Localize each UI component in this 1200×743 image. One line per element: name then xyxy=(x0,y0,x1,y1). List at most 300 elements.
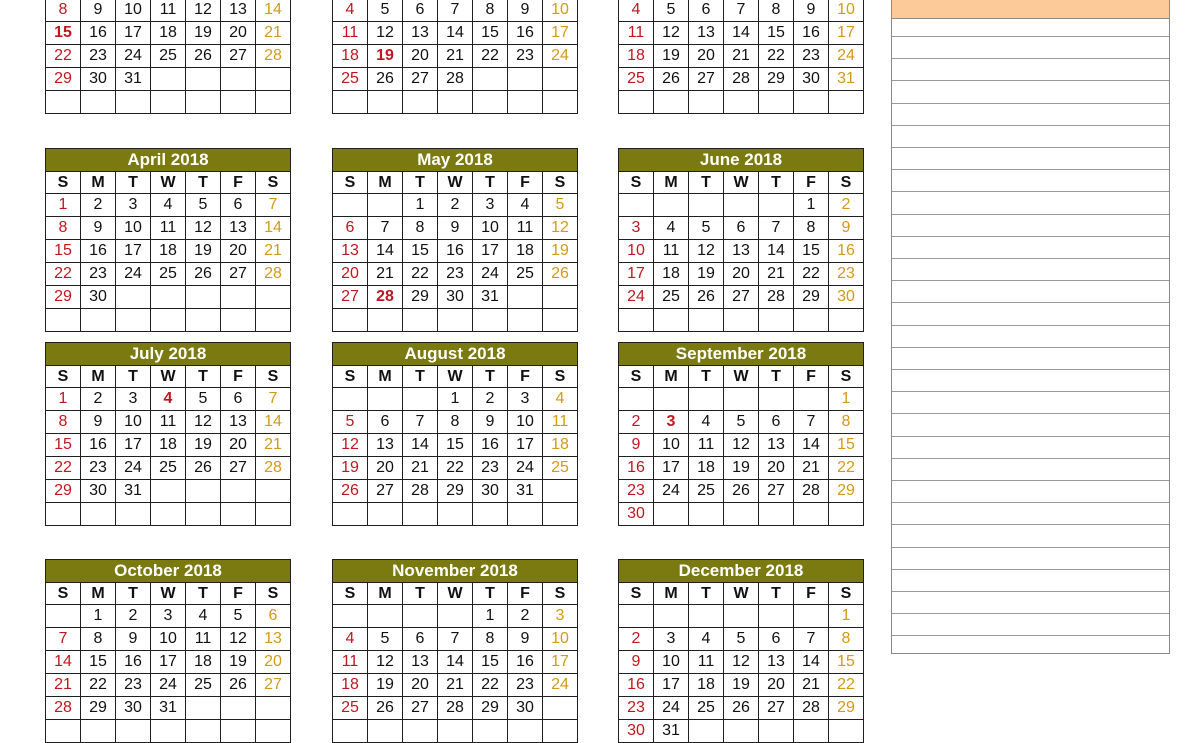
day-cell: 9 xyxy=(116,628,151,651)
day-cell: 16 xyxy=(829,240,864,263)
empty-day-cell xyxy=(794,605,829,628)
day-cell: 7 xyxy=(794,411,829,434)
weekday-header: M xyxy=(654,172,689,194)
day-cell: 11 xyxy=(689,651,724,674)
weekday-header: S xyxy=(543,366,578,388)
day-cell: 29 xyxy=(794,286,829,309)
day-cell: 1 xyxy=(46,194,81,217)
day-cell: 4 xyxy=(689,411,724,434)
empty-day-cell xyxy=(151,91,186,114)
day-cell: 3 xyxy=(508,388,543,411)
weekday-header: S xyxy=(46,172,81,194)
empty-day-cell xyxy=(724,720,759,743)
empty-day-cell xyxy=(221,480,256,503)
day-cell: 6 xyxy=(333,217,368,240)
day-cell: 28 xyxy=(438,68,473,91)
day-cell: 20 xyxy=(759,457,794,480)
day-cell: 6 xyxy=(759,628,794,651)
weekday-header: F xyxy=(508,366,543,388)
day-cell: 21 xyxy=(794,457,829,480)
day-cell: 21 xyxy=(438,45,473,68)
day-cell: 20 xyxy=(724,263,759,286)
day-cell: 1 xyxy=(403,194,438,217)
day-cell: 11 xyxy=(333,651,368,674)
day-cell: 29 xyxy=(46,480,81,503)
empty-day-cell xyxy=(543,286,578,309)
empty-day-cell xyxy=(256,503,291,526)
empty-day-cell xyxy=(333,309,368,332)
note-line xyxy=(892,214,1169,215)
note-line xyxy=(892,236,1169,237)
note-line xyxy=(892,36,1169,37)
note-line xyxy=(892,191,1169,192)
empty-day-cell xyxy=(724,605,759,628)
day-cell: 5 xyxy=(368,628,403,651)
empty-day-cell xyxy=(829,720,864,743)
weekday-header: S xyxy=(333,172,368,194)
day-cell: 12 xyxy=(186,217,221,240)
empty-day-cell xyxy=(151,480,186,503)
day-cell: 25 xyxy=(151,263,186,286)
empty-day-cell xyxy=(256,480,291,503)
empty-day-cell xyxy=(221,91,256,114)
empty-day-cell xyxy=(724,309,759,332)
day-cell: 20 xyxy=(333,263,368,286)
weekday-header: M xyxy=(368,366,403,388)
empty-day-cell xyxy=(759,720,794,743)
day-cell: 4 xyxy=(151,194,186,217)
day-cell: 16 xyxy=(473,434,508,457)
day-cell: 3 xyxy=(473,194,508,217)
weekday-header: T xyxy=(473,583,508,605)
day-cell: 21 xyxy=(724,45,759,68)
month-title: October 2018 xyxy=(46,560,291,583)
empty-day-cell xyxy=(256,720,291,743)
weekday-header: T xyxy=(473,366,508,388)
day-cell: 21 xyxy=(403,457,438,480)
day-cell: 19 xyxy=(186,240,221,263)
day-cell: 6 xyxy=(403,628,438,651)
empty-day-cell xyxy=(654,388,689,411)
day-cell: 4 xyxy=(186,605,221,628)
day-cell: 23 xyxy=(829,263,864,286)
day-cell: 23 xyxy=(473,457,508,480)
day-cell: 1 xyxy=(81,605,116,628)
day-cell: 20 xyxy=(221,434,256,457)
empty-day-cell xyxy=(116,91,151,114)
day-cell: 9 xyxy=(81,217,116,240)
month-calendar xyxy=(618,0,864,114)
weekday-header: F xyxy=(221,172,256,194)
day-cell: 14 xyxy=(256,411,291,434)
note-line xyxy=(892,502,1169,503)
day-cell: 24 xyxy=(116,457,151,480)
day-cell: 16 xyxy=(794,22,829,45)
day-cell: 29 xyxy=(81,697,116,720)
weekday-header: T xyxy=(186,172,221,194)
day-cell: 27 xyxy=(759,480,794,503)
day-cell: 11 xyxy=(543,411,578,434)
day-cell: 12 xyxy=(689,240,724,263)
day-cell: 19 xyxy=(654,45,689,68)
weekday-header: F xyxy=(508,583,543,605)
empty-day-cell xyxy=(473,720,508,743)
day-cell: 24 xyxy=(543,674,578,697)
weekday-header: W xyxy=(724,583,759,605)
day-cell: 16 xyxy=(619,457,654,480)
day-cell: 12 xyxy=(654,22,689,45)
month-calendar xyxy=(618,559,864,743)
day-cell: 27 xyxy=(759,697,794,720)
day-cell: 7 xyxy=(403,411,438,434)
empty-day-cell xyxy=(403,605,438,628)
day-cell: 19 xyxy=(221,651,256,674)
day-cell: 30 xyxy=(508,697,543,720)
weekday-header: W xyxy=(151,366,186,388)
empty-day-cell xyxy=(221,286,256,309)
day-cell: 20 xyxy=(221,22,256,45)
weekday-header: S xyxy=(543,583,578,605)
day-cell: 19 xyxy=(186,434,221,457)
day-cell: 21 xyxy=(438,674,473,697)
day-cell: 7 xyxy=(724,0,759,22)
day-cell: 14 xyxy=(438,22,473,45)
empty-day-cell xyxy=(759,605,794,628)
empty-day-cell xyxy=(724,91,759,114)
empty-day-cell xyxy=(759,194,794,217)
empty-day-cell xyxy=(403,720,438,743)
day-cell: 29 xyxy=(473,697,508,720)
day-cell: 7 xyxy=(256,194,291,217)
empty-day-cell xyxy=(689,605,724,628)
day-cell: 24 xyxy=(508,457,543,480)
day-cell: 22 xyxy=(829,457,864,480)
empty-day-cell xyxy=(438,605,473,628)
weekday-header: M xyxy=(654,366,689,388)
note-line xyxy=(892,258,1169,259)
empty-day-cell xyxy=(151,286,186,309)
day-cell: 19 xyxy=(689,263,724,286)
note-line xyxy=(892,613,1169,614)
day-cell: 21 xyxy=(794,674,829,697)
note-line xyxy=(892,436,1169,437)
day-cell: 17 xyxy=(116,240,151,263)
day-cell: 28 xyxy=(256,263,291,286)
day-cell: 13 xyxy=(689,22,724,45)
day-cell: 17 xyxy=(654,674,689,697)
day-cell: 29 xyxy=(403,286,438,309)
empty-day-cell xyxy=(46,91,81,114)
note-line xyxy=(892,524,1169,525)
day-cell: 24 xyxy=(116,263,151,286)
day-cell: 25 xyxy=(151,45,186,68)
empty-day-cell xyxy=(689,194,724,217)
day-cell: 27 xyxy=(221,263,256,286)
day-cell: 18 xyxy=(508,240,543,263)
empty-day-cell xyxy=(46,309,81,332)
empty-day-cell xyxy=(333,388,368,411)
note-line xyxy=(892,369,1169,370)
weekday-header: M xyxy=(368,172,403,194)
day-cell: 29 xyxy=(829,697,864,720)
day-cell: 30 xyxy=(116,697,151,720)
day-cell: 17 xyxy=(543,22,578,45)
day-cell: 18 xyxy=(543,434,578,457)
empty-day-cell xyxy=(473,91,508,114)
empty-day-cell xyxy=(116,720,151,743)
weekday-header: T xyxy=(186,583,221,605)
day-cell: 1 xyxy=(829,388,864,411)
day-cell: 13 xyxy=(759,651,794,674)
day-cell: 29 xyxy=(438,480,473,503)
note-line xyxy=(892,80,1169,81)
day-cell: 5 xyxy=(689,217,724,240)
notes-panel xyxy=(891,0,1170,654)
empty-day-cell xyxy=(473,68,508,91)
day-cell: 31 xyxy=(116,480,151,503)
empty-day-cell xyxy=(368,91,403,114)
day-cell: 8 xyxy=(438,411,473,434)
day-cell: 8 xyxy=(46,0,81,22)
day-cell: 1 xyxy=(794,194,829,217)
day-cell: 28 xyxy=(759,286,794,309)
weekday-header: M xyxy=(368,583,403,605)
month-calendar xyxy=(332,0,578,114)
day-cell: 16 xyxy=(81,22,116,45)
empty-day-cell xyxy=(186,720,221,743)
empty-day-cell xyxy=(689,720,724,743)
empty-day-cell xyxy=(403,388,438,411)
day-cell: 5 xyxy=(221,605,256,628)
empty-day-cell xyxy=(46,605,81,628)
note-line xyxy=(892,103,1169,104)
empty-day-cell xyxy=(759,503,794,526)
day-cell: 4 xyxy=(689,628,724,651)
weekday-header: F xyxy=(221,583,256,605)
day-cell: 16 xyxy=(438,240,473,263)
weekday-header: T xyxy=(403,172,438,194)
empty-day-cell xyxy=(654,309,689,332)
day-cell: 3 xyxy=(151,605,186,628)
empty-day-cell xyxy=(256,286,291,309)
day-cell: 15 xyxy=(81,651,116,674)
weekday-header: W xyxy=(438,583,473,605)
empty-day-cell xyxy=(81,720,116,743)
weekday-header: W xyxy=(438,366,473,388)
empty-day-cell xyxy=(368,194,403,217)
weekday-header: M xyxy=(654,583,689,605)
day-cell: 2 xyxy=(116,605,151,628)
day-cell: 2 xyxy=(829,194,864,217)
day-cell: 22 xyxy=(759,45,794,68)
day-cell: 24 xyxy=(116,45,151,68)
day-cell: 30 xyxy=(438,286,473,309)
day-cell: 28 xyxy=(724,68,759,91)
empty-day-cell xyxy=(46,503,81,526)
day-cell: 2 xyxy=(508,605,543,628)
day-cell: 18 xyxy=(654,263,689,286)
day-cell: 22 xyxy=(794,263,829,286)
day-cell: 15 xyxy=(473,651,508,674)
empty-day-cell xyxy=(368,309,403,332)
day-cell: 9 xyxy=(619,434,654,457)
day-cell: 26 xyxy=(689,286,724,309)
empty-day-cell xyxy=(508,720,543,743)
weekday-header: S xyxy=(619,366,654,388)
empty-day-cell xyxy=(186,286,221,309)
day-cell: 26 xyxy=(186,263,221,286)
day-cell: 29 xyxy=(46,286,81,309)
day-cell: 21 xyxy=(256,434,291,457)
empty-day-cell xyxy=(438,720,473,743)
day-cell: 23 xyxy=(116,674,151,697)
empty-day-cell xyxy=(619,388,654,411)
empty-day-cell xyxy=(759,91,794,114)
day-cell: 31 xyxy=(473,286,508,309)
weekday-header: S xyxy=(829,366,864,388)
day-cell: 25 xyxy=(543,457,578,480)
day-cell: 20 xyxy=(759,674,794,697)
weekday-header: F xyxy=(508,172,543,194)
empty-day-cell xyxy=(794,309,829,332)
day-cell: 15 xyxy=(473,22,508,45)
empty-day-cell xyxy=(256,309,291,332)
day-cell: 18 xyxy=(151,22,186,45)
day-cell: 3 xyxy=(116,388,151,411)
day-cell: 14 xyxy=(794,651,829,674)
empty-day-cell xyxy=(508,286,543,309)
day-cell: 7 xyxy=(256,388,291,411)
empty-day-cell xyxy=(543,480,578,503)
day-cell: 5 xyxy=(333,411,368,434)
day-cell: 18 xyxy=(186,651,221,674)
day-cell: 12 xyxy=(724,434,759,457)
weekday-header: S xyxy=(829,583,864,605)
note-line xyxy=(892,547,1169,548)
empty-day-cell xyxy=(333,503,368,526)
day-cell: 10 xyxy=(619,240,654,263)
day-cell: 3 xyxy=(543,605,578,628)
day-cell: 11 xyxy=(333,22,368,45)
note-line xyxy=(892,347,1169,348)
empty-day-cell xyxy=(221,68,256,91)
day-cell: 12 xyxy=(333,434,368,457)
day-cell: 31 xyxy=(654,720,689,743)
empty-day-cell xyxy=(333,194,368,217)
day-cell: 6 xyxy=(256,605,291,628)
day-cell: 7 xyxy=(46,628,81,651)
empty-day-cell xyxy=(619,91,654,114)
empty-day-cell xyxy=(619,605,654,628)
day-cell: 23 xyxy=(794,45,829,68)
weekday-header: T xyxy=(759,172,794,194)
day-cell: 5 xyxy=(543,194,578,217)
weekday-header: T xyxy=(116,366,151,388)
empty-day-cell xyxy=(186,68,221,91)
day-cell: 28 xyxy=(368,286,403,309)
empty-day-cell xyxy=(186,503,221,526)
month-title: December 2018 xyxy=(619,560,864,583)
day-cell: 6 xyxy=(368,411,403,434)
empty-day-cell xyxy=(368,720,403,743)
day-cell: 26 xyxy=(333,480,368,503)
day-cell: 5 xyxy=(654,0,689,22)
empty-day-cell xyxy=(829,309,864,332)
weekday-header: W xyxy=(724,366,759,388)
day-cell: 23 xyxy=(81,45,116,68)
day-cell: 18 xyxy=(689,457,724,480)
day-cell: 19 xyxy=(368,45,403,68)
weekday-header: W xyxy=(151,583,186,605)
day-cell: 9 xyxy=(81,411,116,434)
day-cell: 24 xyxy=(619,286,654,309)
day-cell: 13 xyxy=(403,651,438,674)
day-cell: 13 xyxy=(221,411,256,434)
day-cell: 4 xyxy=(333,628,368,651)
day-cell: 22 xyxy=(403,263,438,286)
day-cell: 6 xyxy=(724,217,759,240)
weekday-header: S xyxy=(829,172,864,194)
day-cell: 8 xyxy=(46,411,81,434)
weekday-header: T xyxy=(186,366,221,388)
empty-day-cell xyxy=(543,91,578,114)
day-cell: 20 xyxy=(368,457,403,480)
day-cell: 22 xyxy=(81,674,116,697)
note-line xyxy=(892,280,1169,281)
empty-day-cell xyxy=(81,503,116,526)
weekday-header: T xyxy=(689,366,724,388)
day-cell: 17 xyxy=(151,651,186,674)
day-cell: 13 xyxy=(221,217,256,240)
empty-day-cell xyxy=(689,503,724,526)
day-cell: 30 xyxy=(619,720,654,743)
day-cell: 12 xyxy=(724,651,759,674)
day-cell: 18 xyxy=(333,674,368,697)
empty-day-cell xyxy=(543,309,578,332)
day-cell: 3 xyxy=(116,194,151,217)
empty-day-cell xyxy=(689,388,724,411)
note-line xyxy=(892,635,1169,636)
day-cell: 21 xyxy=(759,263,794,286)
empty-day-cell xyxy=(794,388,829,411)
day-cell: 26 xyxy=(221,674,256,697)
day-cell: 11 xyxy=(619,22,654,45)
weekday-header: T xyxy=(473,172,508,194)
day-cell: 8 xyxy=(829,411,864,434)
day-cell: 10 xyxy=(151,628,186,651)
day-cell: 29 xyxy=(759,68,794,91)
day-cell: 16 xyxy=(508,651,543,674)
weekday-header: T xyxy=(403,366,438,388)
empty-day-cell xyxy=(654,503,689,526)
empty-day-cell xyxy=(654,91,689,114)
note-line xyxy=(892,147,1169,148)
day-cell: 27 xyxy=(221,45,256,68)
day-cell: 24 xyxy=(829,45,864,68)
day-cell: 21 xyxy=(46,674,81,697)
day-cell: 17 xyxy=(116,22,151,45)
notes-header xyxy=(892,0,1169,19)
weekday-header: W xyxy=(151,172,186,194)
day-cell: 19 xyxy=(333,457,368,480)
day-cell: 14 xyxy=(256,217,291,240)
weekday-header: T xyxy=(403,583,438,605)
empty-day-cell xyxy=(116,503,151,526)
day-cell: 15 xyxy=(438,434,473,457)
day-cell: 26 xyxy=(368,68,403,91)
weekday-header: S xyxy=(543,172,578,194)
day-cell: 2 xyxy=(81,388,116,411)
